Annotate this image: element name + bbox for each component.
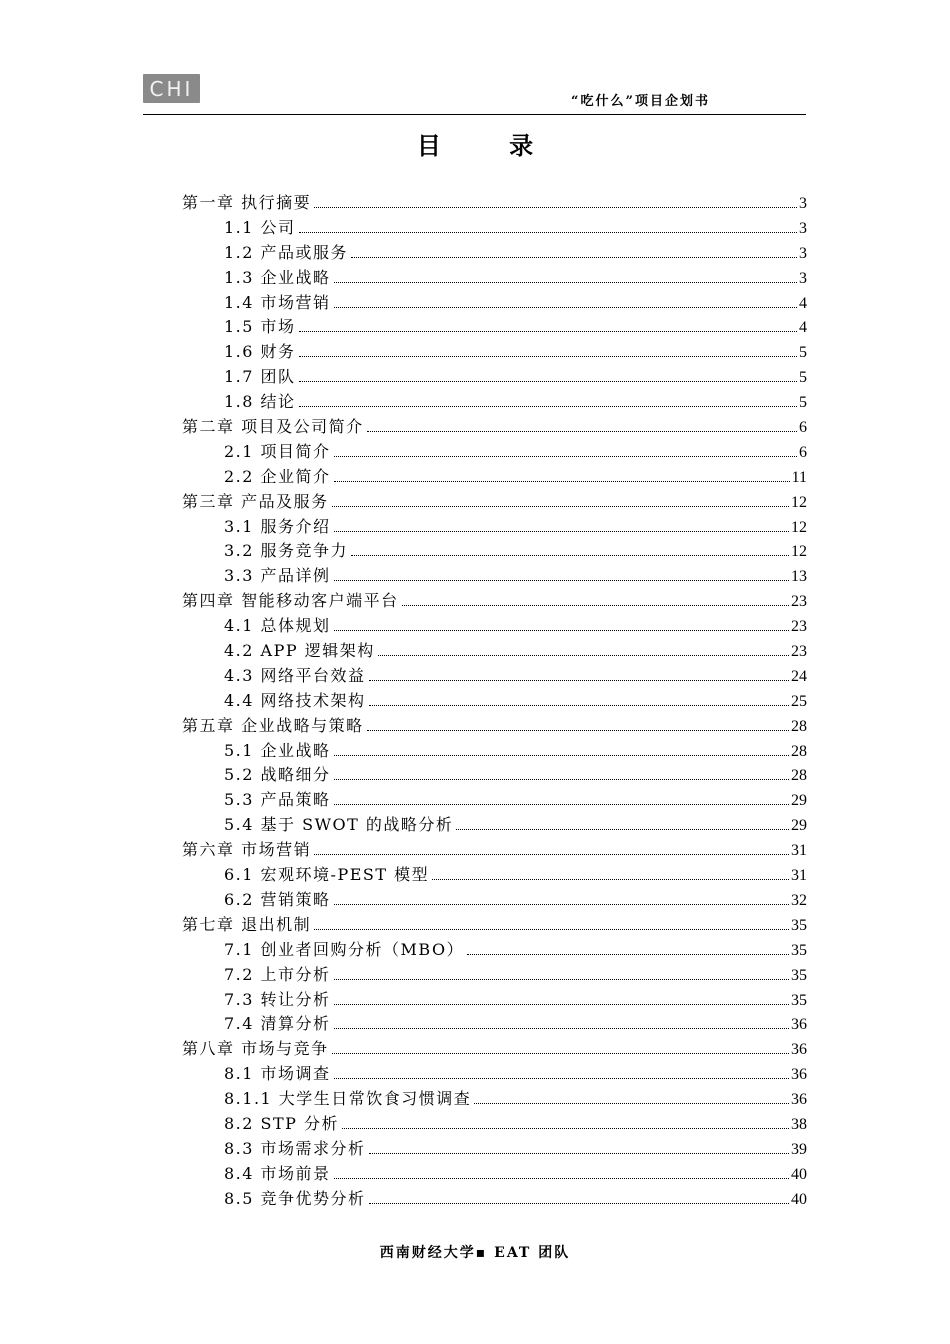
toc-entry-page-number: 32 <box>791 891 807 909</box>
toc-section-entry[interactable] <box>182 739 807 764</box>
toc-entry-page-number: 23 <box>791 618 807 636</box>
toc-section-entry[interactable] <box>182 614 807 639</box>
toc-dot-leader <box>334 778 789 780</box>
toc-chapter-entry[interactable] <box>182 714 807 739</box>
toc-entry-page-number: 40 <box>791 1190 807 1208</box>
toc-entry-label: 第四章 智能移动客户端平台 <box>182 591 399 611</box>
toc-chapter-entry[interactable] <box>182 913 807 938</box>
toc-entry-page-number: 4 <box>799 294 807 312</box>
toc-entry-page-number: 39 <box>791 1140 807 1158</box>
toc-entry-page-number: 29 <box>791 792 807 810</box>
toc-dot-leader <box>332 1052 789 1054</box>
toc-entry-label: 7.3 转让分析 <box>224 989 331 1009</box>
toc-section-entry[interactable] <box>182 266 807 291</box>
document-title: “吃什么”项目企划书 <box>571 94 710 109</box>
toc-entry-label: 第五章 企业战略与策略 <box>182 715 364 735</box>
toc-entry-page-number: 28 <box>791 742 807 760</box>
toc-dot-leader <box>334 306 797 308</box>
toc-entry-label: 第七章 退出机制 <box>182 914 312 934</box>
toc-entry-label: 4.1 总体规划 <box>224 616 331 636</box>
toc-entry-label: 1.3 企业战略 <box>224 267 331 287</box>
toc-entry-page-number: 5 <box>799 394 807 412</box>
toc-section-entry[interactable] <box>182 788 807 813</box>
toc-dot-leader <box>334 1077 789 1079</box>
toc-section-entry[interactable] <box>182 664 807 689</box>
toc-entry-page-number: 3 <box>799 219 807 237</box>
toc-dot-leader <box>334 1177 789 1179</box>
toc-section-entry[interactable] <box>182 689 807 714</box>
toc-section-entry[interactable] <box>182 988 807 1013</box>
toc-entry-label: 5.1 企业战略 <box>224 740 331 760</box>
toc-dot-leader <box>334 480 790 482</box>
toc-dot-leader <box>299 380 797 382</box>
toc-dot-leader <box>334 530 789 532</box>
toc-entry-label: 3.3 产品详例 <box>224 566 331 586</box>
toc-entry-page-number: 3 <box>799 269 807 287</box>
toc-entry-page-number: 35 <box>791 966 807 984</box>
toc-entry-label: 8.2 STP 分析 <box>224 1113 340 1133</box>
toc-dot-leader <box>369 1202 789 1204</box>
toc-dot-leader <box>299 231 797 233</box>
toc-dot-leader <box>334 803 789 805</box>
toc-entry-label: 6.1 宏观环境-PEST 模型 <box>224 865 430 885</box>
toc-entry-page-number: 40 <box>791 1165 807 1183</box>
toc-section-entry[interactable] <box>182 763 807 788</box>
toc-entry-label: 8.4 市场前景 <box>224 1163 331 1183</box>
toc-dot-leader <box>314 206 797 208</box>
toc-dot-leader <box>334 1027 789 1029</box>
toc-entry-label: 1.1 公司 <box>224 217 296 237</box>
toc-entry-label: 7.2 上市分析 <box>224 964 331 984</box>
toc-dot-leader <box>351 256 797 258</box>
toc-dot-leader <box>467 953 789 955</box>
toc-entry-label: 第六章 市场营销 <box>182 840 312 860</box>
logo-text: CHI <box>149 76 194 101</box>
toc-entry-page-number: 12 <box>791 518 807 536</box>
toc-section-entry[interactable] <box>182 515 807 540</box>
toc-dot-leader <box>432 878 789 880</box>
toc-dot-leader <box>474 1102 789 1104</box>
toc-entry-label: 8.3 市场需求分析 <box>224 1138 366 1158</box>
toc-entry-label: 1.2 产品或服务 <box>224 242 349 262</box>
toc-entry-page-number: 24 <box>791 667 807 685</box>
toc-entry-page-number: 25 <box>791 692 807 710</box>
toc-entry-page-number: 3 <box>799 244 807 262</box>
toc-entry-label: 7.1 创业者回购分析（MBO） <box>224 939 465 959</box>
toc-entry-page-number: 36 <box>791 1041 807 1059</box>
toc-section-entry[interactable] <box>182 440 807 465</box>
toc-dot-leader <box>367 729 789 731</box>
toc-section-entry[interactable] <box>182 1137 807 1162</box>
toc-section-entry[interactable] <box>182 1162 807 1187</box>
toc-chapter-entry[interactable] <box>182 415 807 440</box>
toc-chapter-entry[interactable] <box>182 1037 807 1062</box>
toc-entry-page-number: 28 <box>791 767 807 785</box>
toc-entry-label: 1.7 团队 <box>224 367 296 387</box>
toc-entry-label: 1.6 财务 <box>224 342 296 362</box>
toc-section-entry[interactable] <box>182 863 807 888</box>
toc-section-entry[interactable] <box>182 390 807 415</box>
toc-entry-label: 1.8 结论 <box>224 392 296 412</box>
toc-entry-label: 5.2 战略细分 <box>224 765 331 785</box>
toc-entry-label: 5.4 基于 SWOT 的战略分析 <box>224 815 454 835</box>
toc-entry-label: 8.5 竞争优势分析 <box>224 1188 366 1208</box>
page-footer: 西南财经大学▪ EAT 团队 <box>379 1245 571 1261</box>
toc-chapter-entry[interactable] <box>182 191 807 216</box>
toc-dot-leader <box>369 1152 789 1154</box>
toc-dot-leader <box>334 281 797 283</box>
toc-entry-label: 第一章 执行摘要 <box>182 193 312 212</box>
toc-dot-leader <box>334 754 789 756</box>
toc-entry-page-number: 3 <box>799 195 807 212</box>
toc-entry-label: 4.4 网络技术架构 <box>224 690 366 710</box>
toc-entry-page-number: 6 <box>799 443 807 461</box>
toc-entry-page-number: 35 <box>791 991 807 1009</box>
toc-entry-label: 7.4 清算分析 <box>224 1014 331 1034</box>
toc-entry-label: 8.1 市场调查 <box>224 1064 331 1084</box>
toc-section-entry[interactable] <box>182 216 807 241</box>
toc-section-entry[interactable] <box>182 1112 807 1137</box>
toc-entry-page-number: 28 <box>791 717 807 735</box>
toc-dot-leader <box>369 679 789 681</box>
toc-entry-page-number: 12 <box>791 543 807 561</box>
toc-entry-page-number: 5 <box>799 369 807 387</box>
toc-entry-page-number: 23 <box>791 643 807 661</box>
toc-chapter-entry[interactable] <box>182 838 807 863</box>
toc-section-entry[interactable] <box>182 963 807 988</box>
toc-entry-label: 第二章 项目及公司简介 <box>182 417 364 437</box>
toc-section-entry[interactable] <box>182 340 807 365</box>
toc-dot-leader <box>334 978 789 980</box>
table-of-contents <box>182 191 807 1212</box>
toc-entry-page-number: 13 <box>791 568 807 586</box>
toc-dot-leader <box>299 355 797 357</box>
toc-dot-leader <box>334 579 789 581</box>
toc-entry-label: 3.1 服务介绍 <box>224 516 331 536</box>
toc-entry-label: 第八章 市场与竞争 <box>182 1039 329 1059</box>
toc-entry-page-number: 31 <box>791 842 807 860</box>
toc-section-entry[interactable] <box>182 639 807 664</box>
toc-entry-label: 第三章 产品及服务 <box>182 491 329 511</box>
toc-entry-page-number: 36 <box>791 1091 807 1109</box>
toc-entry-page-number: 35 <box>791 941 807 959</box>
toc-dot-leader <box>342 1127 789 1129</box>
toc-dot-leader <box>351 554 789 556</box>
toc-section-entry[interactable] <box>182 291 807 316</box>
toc-heading: 目 录 <box>416 131 564 160</box>
toc-dot-leader <box>334 903 789 905</box>
toc-entry-label: 5.3 产品策略 <box>224 790 331 810</box>
toc-entry-page-number: 29 <box>791 817 807 835</box>
toc-entry-page-number: 23 <box>791 593 807 611</box>
header-divider <box>143 114 806 115</box>
toc-dot-leader <box>402 604 789 606</box>
toc-section-entry[interactable] <box>182 539 807 564</box>
toc-section-entry[interactable] <box>182 1012 807 1037</box>
toc-section-entry[interactable] <box>182 315 807 340</box>
toc-dot-leader <box>378 654 789 656</box>
toc-dot-leader <box>299 405 797 407</box>
toc-entry-page-number: 4 <box>799 319 807 337</box>
toc-entry-label: 1.4 市场营销 <box>224 292 331 312</box>
toc-entry-label: 4.3 网络平台效益 <box>224 665 366 685</box>
toc-section-entry[interactable] <box>182 1062 807 1087</box>
toc-entry-label: 6.2 营销策略 <box>224 889 331 909</box>
toc-dot-leader <box>456 828 789 830</box>
toc-section-entry[interactable] <box>182 564 807 589</box>
toc-chapter-entry[interactable] <box>182 589 807 614</box>
toc-section-entry[interactable] <box>182 1087 807 1112</box>
toc-dot-leader <box>334 1003 789 1005</box>
toc-entry-page-number: 36 <box>791 1066 807 1084</box>
toc-entry-page-number: 12 <box>791 493 807 511</box>
toc-dot-leader <box>369 704 789 706</box>
toc-dot-leader <box>334 629 789 631</box>
toc-dot-leader <box>334 455 797 457</box>
toc-entry-label: 2.1 项目简介 <box>224 441 331 461</box>
toc-entry-label: 4.2 APP 逻辑架构 <box>224 641 375 661</box>
toc-chapter-entry[interactable] <box>182 490 807 515</box>
toc-entry-page-number: 11 <box>791 468 807 486</box>
toc-entry-label: 2.2 企业简介 <box>224 466 331 486</box>
toc-entry-label: 8.1.1 大学生日常饮食习惯调查 <box>224 1089 472 1109</box>
toc-entry-page-number: 31 <box>791 867 807 885</box>
toc-dot-leader <box>299 330 797 332</box>
toc-dot-leader <box>314 853 789 855</box>
toc-entry-label: 3.2 服务竞争力 <box>224 541 349 561</box>
toc-section-entry[interactable] <box>182 465 807 490</box>
toc-entry-page-number: 38 <box>791 1115 807 1133</box>
company-logo <box>143 74 200 103</box>
toc-entry-page-number: 6 <box>799 419 807 437</box>
toc-section-entry[interactable] <box>182 888 807 913</box>
toc-section-entry[interactable] <box>182 1187 807 1212</box>
toc-section-entry[interactable] <box>182 938 807 963</box>
toc-dot-leader <box>314 928 789 930</box>
toc-section-entry[interactable] <box>182 365 807 390</box>
toc-dot-leader <box>332 505 789 507</box>
toc-entry-page-number: 36 <box>791 1016 807 1034</box>
toc-section-entry[interactable] <box>182 813 807 838</box>
toc-entry-page-number: 35 <box>791 916 807 934</box>
toc-entry-page-number: 5 <box>799 344 807 362</box>
toc-entry-label: 1.5 市场 <box>224 317 296 337</box>
toc-dot-leader <box>367 430 797 432</box>
toc-section-entry[interactable] <box>182 241 807 266</box>
